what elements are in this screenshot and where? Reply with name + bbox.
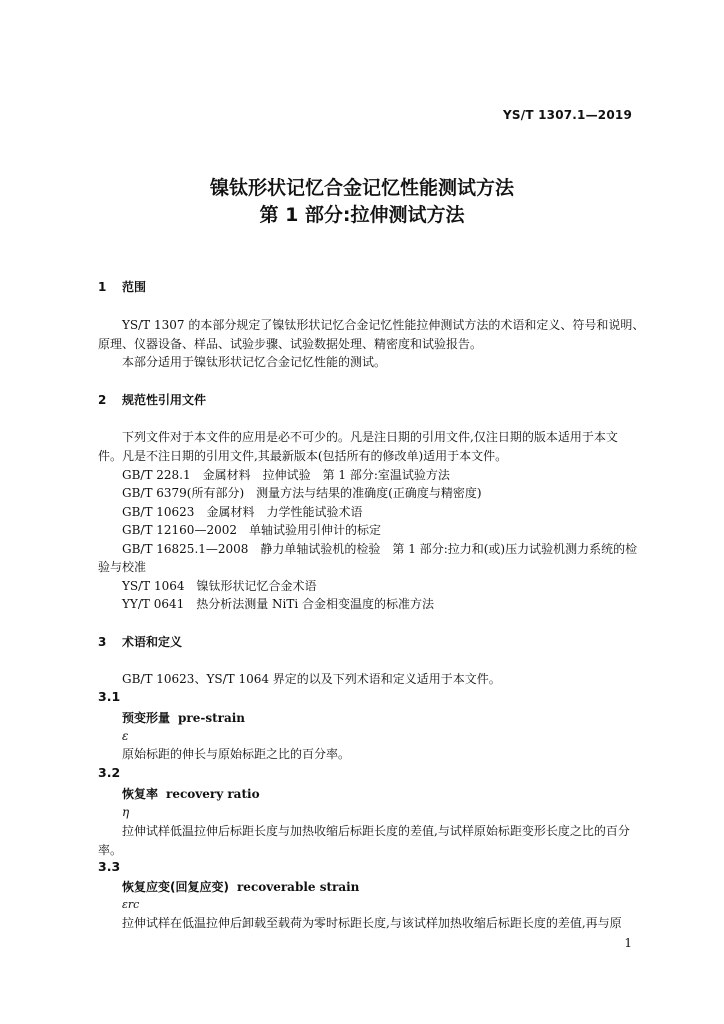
- term-chinese: 恢复率: [122, 787, 159, 801]
- section-title: 规范性引用文件: [122, 393, 207, 407]
- section-2-intro-line-1: 下列文件对于本文件的应用是必不可少的。凡是注日期的引用文件,仅注日期的版本适用于本文: [122, 430, 618, 444]
- reference-item: GB/T 228.1 金属材料 拉伸试验 第 1 部分:室温试验方法: [122, 468, 450, 482]
- reference-item: GB/T 10623 金属材料 力学性能试验术语: [122, 505, 363, 519]
- section-title: 术语和定义: [122, 635, 183, 649]
- clause-number: 3.3: [98, 859, 121, 874]
- term-definition-line-1: 拉伸试样低温拉伸后标距长度与加热收缩后标距长度的差值,与试样原始标距变形长度之比的百分: [122, 824, 630, 838]
- section-1-paragraph-1-line-2: 原理、仪器设备、样品、试验步骤、试验数据处理、精密度和试验报告。: [98, 337, 483, 351]
- term-symbol: ε: [122, 729, 129, 743]
- term-definition: 拉伸试样在低温拉伸后卸载至载荷为零时标距长度,与该试样加热收缩后标距长度的差值,再与原: [122, 916, 622, 930]
- reference-item: GB/T 6379(所有部分) 测量方法与结果的准确度(正确度与精密度): [122, 486, 482, 500]
- section-number: 3: [98, 635, 107, 649]
- section-title: 范围: [122, 280, 147, 294]
- clause-number: 3.2: [98, 765, 121, 780]
- section-1-paragraph-2: 本部分适用于镍钛形状记忆合金记忆性能的测试。: [122, 355, 387, 369]
- section-number: 2: [98, 393, 107, 407]
- reference-item: GB/T 16825.1—2008 静力单轴试验机的检验 第 1 部分:拉力和(或)压力试验机测力系统的检: [122, 542, 638, 556]
- section-2-heading: [98, 391, 206, 408]
- term-symbol: εrc: [122, 898, 140, 911]
- term-english: recovery ratio: [166, 787, 260, 801]
- term-heading: [122, 878, 359, 895]
- term-english: pre-strain: [178, 711, 246, 725]
- term-heading: [122, 785, 260, 802]
- reference-item: YY/T 0641 热分析法测量 NiTi 合金相变温度的标准方法: [122, 597, 435, 611]
- section-1-heading: [98, 278, 146, 295]
- term-chinese: 恢复应变(回复应变): [122, 880, 229, 894]
- section-number: 1: [98, 280, 107, 294]
- document-title: 镍钛形状记忆合金记忆性能测试方法: [209, 177, 514, 199]
- term-definition: 原始标距的伸长与原始标距之比的百分率。: [122, 747, 351, 761]
- term-definition-line-2: 率。: [98, 843, 123, 857]
- term-chinese: 预变形量: [122, 711, 171, 725]
- reference-item-continued: 验与校准: [98, 560, 147, 574]
- term-heading: [122, 709, 245, 726]
- document-subtitle: 第 1 部分:拉伸测试方法: [259, 204, 465, 226]
- page-number: 1: [624, 936, 632, 950]
- reference-item: YS/T 1064 镍钛形状记忆合金术语: [122, 579, 317, 593]
- clause-number: 3.1: [98, 689, 121, 704]
- section-1-paragraph-1-line-1: YS/T 1307 的本部分规定了镍钛形状记忆合金记忆性能拉伸测试方法的术语和定义、符号和说明、: [122, 318, 645, 332]
- term-symbol: η: [122, 805, 130, 819]
- section-3-heading: [98, 633, 182, 650]
- section-3-intro: GB/T 10623、YS/T 1064 界定的以及下列术语和定义适用于本文件。: [122, 672, 501, 686]
- term-english: recoverable strain: [236, 880, 360, 894]
- reference-item: GB/T 12160—2002 单轴试验用引伸计的标定: [122, 523, 381, 537]
- standard-number: YS/T 1307.1—2019: [503, 108, 632, 122]
- section-2-intro-line-2: 件。凡是不注日期的引用文件,其最新版本(包括所有的修改单)适用于本文件。: [98, 449, 508, 463]
